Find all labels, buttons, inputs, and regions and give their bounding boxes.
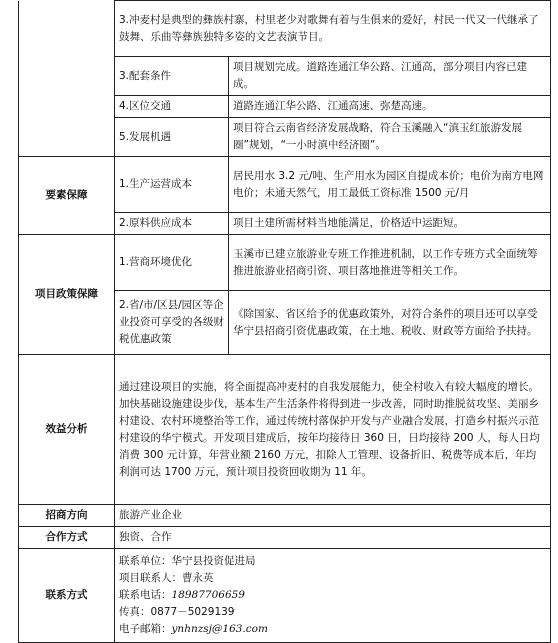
contact-phone: 18987706659 — [171, 589, 245, 601]
preferential-policy-value: 《除国家、省区给予的优惠政策外，对符合条件的项目还可以享受华宁县招商引资优惠政策，在土地、税收、财政等方面给予扶持。 — [229, 291, 551, 355]
business-environment-value: 玉溪市已建立旅游业专班工作推进机制，以工作专班方式全面统筹推进旅游业招商引资、项目落地推进等相关工作。 — [229, 235, 551, 291]
benefit-analysis-category: 效益分析 — [19, 355, 115, 505]
table-row — [19, 157, 551, 213]
table-row — [19, 549, 551, 643]
supporting-conditions-value: 项目规划完成。道路连通江华公路、江通高，部分项目内容已建成。 — [229, 57, 551, 96]
contact-person: 项目联系人：曹永英 — [119, 572, 214, 584]
development-opportunity-label: 5.发展机遇 — [115, 118, 229, 157]
supporting-conditions-label: 3.配套条件 — [115, 57, 229, 96]
policy-guarantee-category: 项目政策保障 — [19, 235, 115, 355]
village-description: 3.冲麦村是典型的彝族村寨，村里老少对歌舞有着与生俱来的爱好，村民一代又一代继承了鼓舞、乐曲等彝族独特多姿的文艺表演节目。 — [115, 1, 551, 57]
factor-guarantee-category: 要素保障 — [19, 157, 115, 235]
contact-phone-label: 联系电话： — [119, 589, 172, 601]
contact-email-line — [119, 621, 546, 638]
investment-direction-value: 旅游产业企业 — [115, 505, 551, 527]
contact-phone-line — [119, 587, 546, 604]
business-environment-label: 1.营商环境优化 — [115, 235, 229, 291]
contact-fax: 0877－5029139 — [150, 606, 235, 618]
table-row — [19, 527, 551, 549]
preferential-policy-label: 2.省/市/区县/园区等企业投资可享受的各级财税优惠政策 — [115, 291, 229, 355]
table-row — [19, 355, 551, 505]
contact-category: 联系方式 — [19, 549, 115, 643]
production-cost-value: 居民用水 3.2 元/吨、生产用水为园区自提成本价；电价为南方电网电价；未通天然气，用工最低工资标准 1500 元/月 — [229, 157, 551, 213]
raw-material-cost-value: 项目土建所需材料当地能满足，价格适中运距短。 — [229, 213, 551, 235]
table-row — [19, 1, 551, 57]
development-opportunity-value: 项目符合云南省经济发展战略，符合玉溪融入“滇玉红旅游发展圈”规划，“一小时滇中经济圈”。 — [229, 118, 551, 157]
production-cost-label: 1.生产运营成本 — [115, 157, 229, 213]
cooperation-mode-value: 独资、合作 — [115, 527, 551, 549]
raw-material-cost-label: 2.原料供应成本 — [115, 213, 229, 235]
contact-fax-line — [119, 604, 546, 621]
continued-category-cell — [19, 1, 115, 157]
contact-unit: 联系单位：华宁县投资促进局 — [119, 555, 256, 567]
table-row — [19, 235, 551, 291]
location-traffic-value: 道路连通江华公路、江通高速、弥楚高速。 — [229, 96, 551, 118]
project-info-table — [18, 0, 551, 643]
contact-email[interactable]: ynhnzsj@163.com — [171, 623, 268, 635]
contact-details — [115, 549, 551, 643]
investment-direction-category: 招商方向 — [19, 505, 115, 527]
table-row — [19, 505, 551, 527]
location-traffic-label: 4.区位交通 — [115, 96, 229, 118]
contact-fax-label: 传真： — [119, 606, 151, 618]
cooperation-mode-category: 合作方式 — [19, 527, 115, 549]
benefit-analysis-value: 通过建设项目的实施，将全面提高冲麦村的自我发展能力，使全村收入有较大幅度的增长。加快基础设施建设步伐，基本生产生活条件将得到进一步改善，同时助推脱贫攻坚、美丽乡村建设、农村环境整治等工作，通过传统村落保护开发与产业融合发展，打造乡村振兴示范村建设的华宁模式。开发项目建成后，按年均接待日 360 日，日均接待 200 人，每人日均消费 300 元计算，年营业额 2160 万元，扣除人工管理、设备折旧、税费等成本后，年均利润可达 1700 万元，预计项目投资回收期为 11 年。 — [115, 355, 551, 505]
contact-email-label: 电子邮箱： — [119, 623, 172, 635]
